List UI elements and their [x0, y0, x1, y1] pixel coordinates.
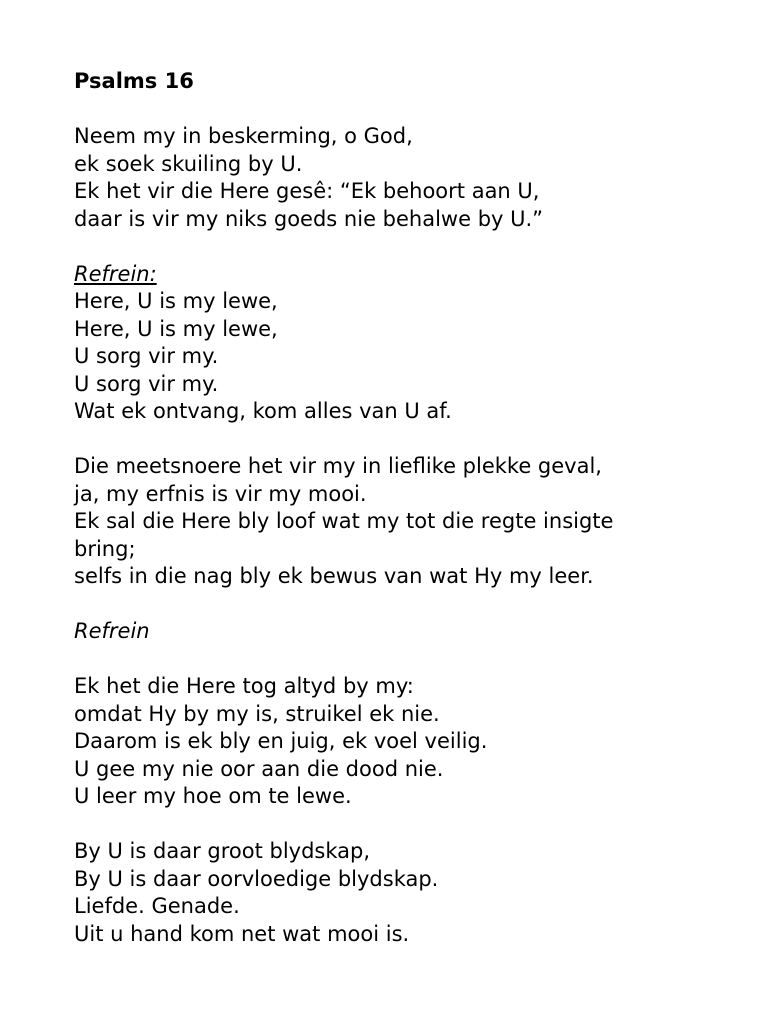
verse-line: U sorg vir my. — [74, 344, 219, 368]
stanza-refrain-repeat — [74, 618, 744, 646]
stanza-refrain — [74, 261, 744, 426]
stanza-4 — [74, 838, 744, 948]
refrain-label: Refrein: — [74, 261, 157, 286]
verse-line: selfs in die nag bly ek bewus van wat Hy my leer. — [74, 564, 594, 588]
verse-line: daar is vir my niks goeds nie behalwe by U.” — [74, 206, 544, 231]
verse-line: By U is daar groot blydskap, — [74, 839, 371, 863]
verse-line: U leer my hoe om te lewe. — [74, 784, 352, 808]
verse-line: By U is daar oorvloedige blydskap. — [74, 866, 439, 891]
stanza-3 — [74, 673, 744, 811]
refrain-label: Refrein — [74, 619, 150, 643]
verse-line: ek soek skuiling by U. — [74, 151, 303, 176]
verse-line: omdat Hy by my is, struikel ek nie. — [74, 701, 440, 726]
document-title: Psalms 16 — [74, 69, 194, 93]
verse-line: ja, my erfnis is vir my mooi. — [74, 481, 367, 506]
verse-line: bring; — [74, 536, 136, 561]
verse-line: Ek het die Here tog altyd by my: — [74, 674, 414, 698]
verse-line: Here, U is my lewe, — [74, 289, 278, 313]
verse-line: Die meetsnoere het vir my in lieflike plekke geval, — [74, 454, 602, 478]
verse-line: U gee my nie oor aan die dood nie. — [74, 756, 444, 781]
stanza-2 — [74, 453, 744, 591]
verse-line: Here, U is my lewe, — [74, 316, 278, 341]
verse-line: Liefde. Genade. — [74, 894, 240, 918]
document-page — [74, 68, 744, 976]
verse-line: Wat ek ontvang, kom alles van U af. — [74, 399, 452, 423]
verse-line: Daarom is ek bly en juig, ek voel veilig. — [74, 729, 488, 753]
verse-line: Ek sal die Here bly loof wat my tot die regte insigte — [74, 509, 614, 533]
verse-line: Ek het vir die Here gesê: “Ek behoort aan U, — [74, 179, 540, 203]
verse-line: Uit u hand kom net wat mooi is. — [74, 921, 410, 946]
verse-line: U sorg vir my. — [74, 371, 219, 396]
stanza-1 — [74, 123, 744, 233]
verse-line: Neem my in beskerming, o God, — [74, 124, 413, 148]
